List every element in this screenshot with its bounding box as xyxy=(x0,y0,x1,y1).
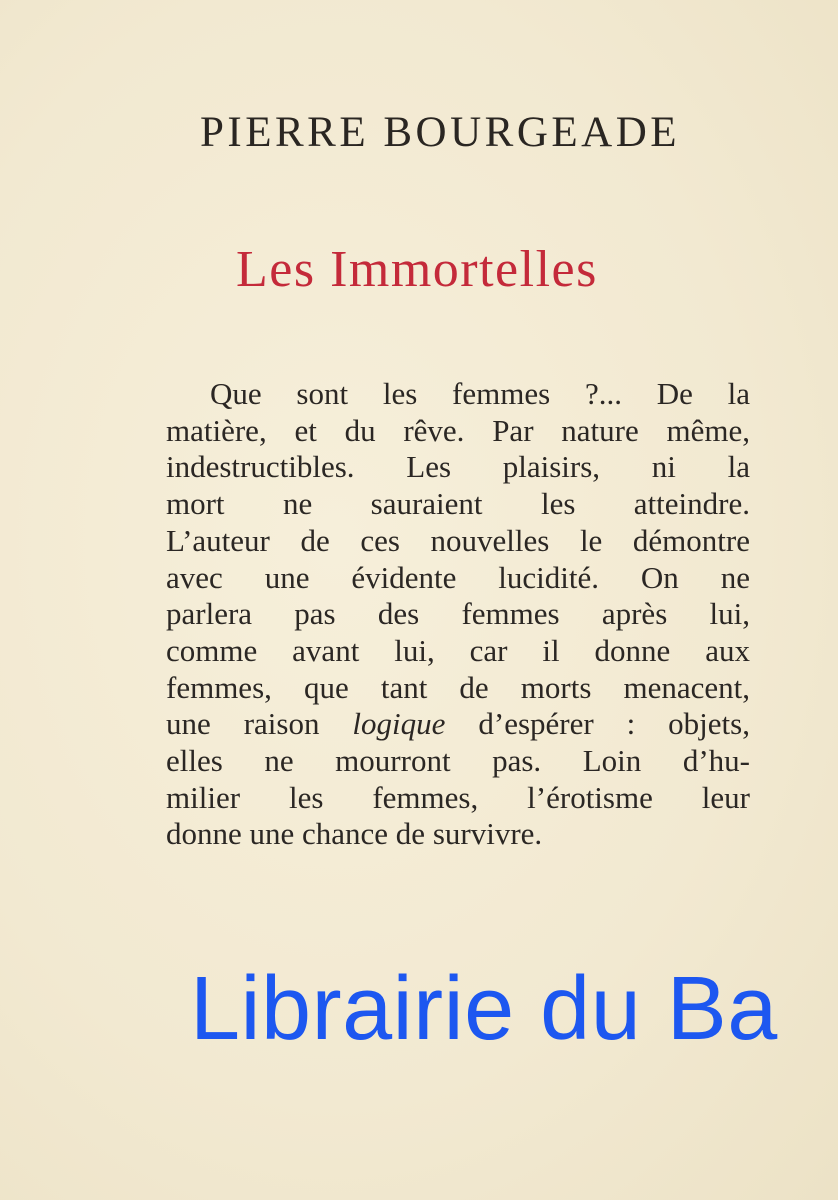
blurb-line: indestructibles. Les plaisirs, ni la xyxy=(166,449,750,485)
blurb-line: L’auteur de ces nouvelles le démontre xyxy=(166,522,750,558)
blurb-line: parlera pas des femmes après lui, xyxy=(166,596,750,632)
blurb-line: mort ne sauraient les atteindre. xyxy=(166,486,750,522)
blurb-line: Que sont les femmes ?... De la xyxy=(210,376,750,411)
blurb-paragraph xyxy=(166,376,750,853)
author-name: PIERRE BOURGEADE xyxy=(200,109,681,156)
blurb-line: elles ne mourront pas. Loin d’hu- xyxy=(166,743,750,779)
blurb-line: comme avant lui, car il donne aux xyxy=(166,632,750,668)
book-title: Les Immortelles xyxy=(236,241,598,298)
italic-word: logique xyxy=(352,706,446,742)
blurb-line: donne une chance de survivre. xyxy=(166,816,543,852)
blurb-line: milier les femmes, l’érotisme leur xyxy=(166,779,750,815)
blurb-line: avec une évidente lucidité. On ne xyxy=(166,559,750,595)
watermark-text: Librairie du Ba xyxy=(190,959,778,1059)
blurb-line: femmes, que tant de morts menacent, xyxy=(166,669,750,705)
blurb-line-italic: une raison logique d’espérer : objets, xyxy=(166,706,750,742)
blurb-line: matière, et du rêve. Par nature même, xyxy=(166,412,750,448)
